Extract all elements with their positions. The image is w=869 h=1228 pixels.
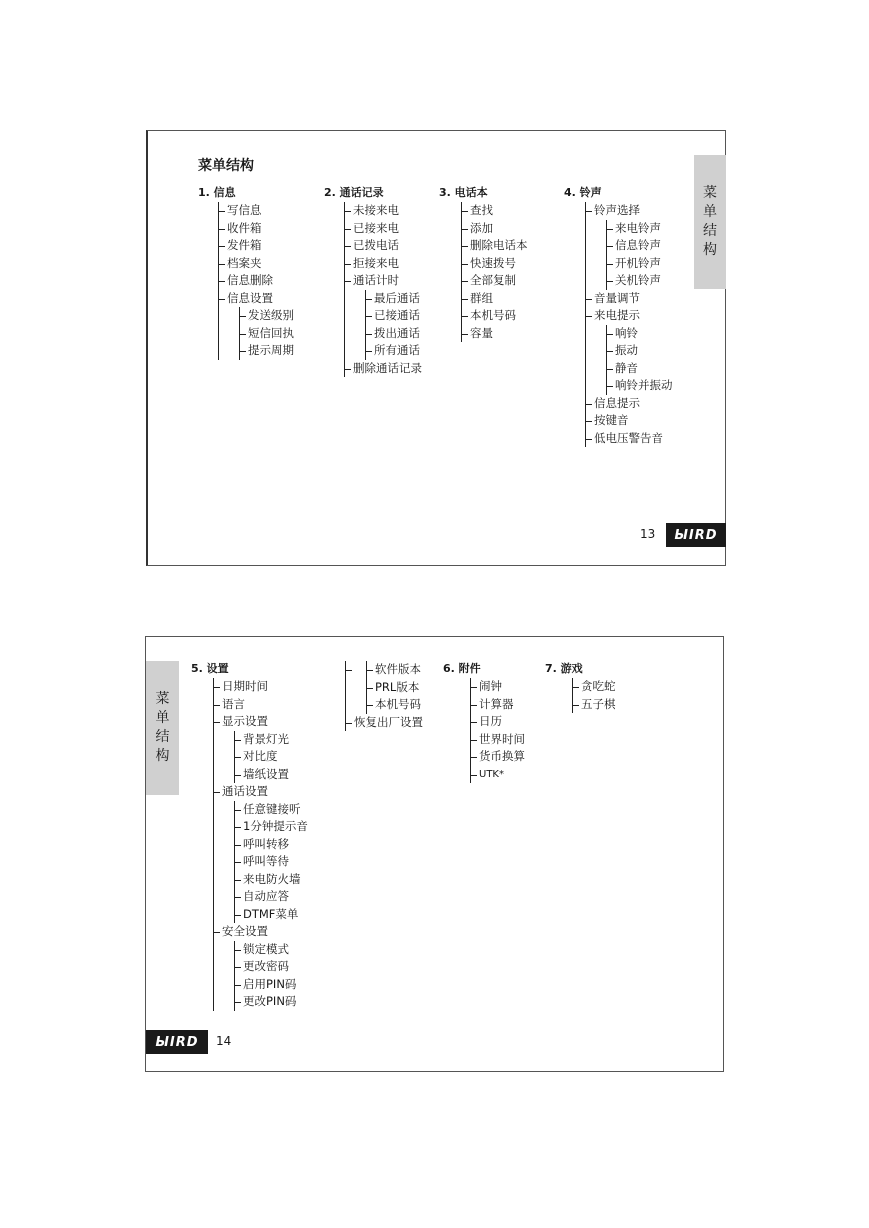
page-title: 菜单结构: [198, 158, 254, 174]
menu-column-settings: [191, 660, 308, 1011]
submenu-tree: [234, 941, 308, 1011]
menu-item: 收件箱: [219, 220, 294, 238]
menu-item: [586, 307, 673, 395]
submenu-item: 对比度: [235, 748, 308, 766]
submenu-item: 响铃并振动: [607, 377, 673, 395]
menu-tree: [470, 678, 525, 783]
menu-item-label: 通话设置: [222, 784, 268, 798]
tab-char: 结: [155, 729, 170, 745]
tab-char: 构: [155, 748, 170, 764]
submenu-item: 任意键接听: [235, 801, 308, 819]
menu-item: 添加: [462, 220, 528, 238]
menu-item: 货币换算: [471, 748, 525, 766]
menu-item: 日历: [471, 713, 525, 731]
menu-item: 本机号码: [462, 307, 528, 325]
menu-item: [345, 272, 422, 360]
menu-column-games: [545, 660, 616, 713]
tab-char: 构: [703, 242, 717, 258]
submenu-item: 软件版本: [367, 661, 423, 679]
side-tab: [146, 661, 179, 795]
column-heading: 1. 信息: [198, 186, 236, 199]
side-tab: [694, 155, 726, 289]
submenu-item: 来电防火墙: [235, 871, 308, 889]
menu-item-label: 铃声选择: [594, 203, 640, 217]
submenu-tree: [365, 290, 422, 360]
menu-column-messages: [198, 184, 294, 360]
submenu-item: 短信回执: [240, 325, 294, 343]
menu-item-label: 来电提示: [594, 308, 640, 322]
submenu-tree: [234, 731, 308, 784]
menu-item: 已接来电: [345, 220, 422, 238]
submenu-item: 本机号码: [367, 696, 423, 714]
submenu-item: 锁定模式: [235, 941, 308, 959]
menu-item: 按键音: [586, 412, 673, 430]
menu-column-ringtones: [564, 184, 673, 447]
menu-item: 计算器: [471, 696, 525, 714]
page-13: [146, 130, 726, 566]
column-heading: 5. 设置: [191, 662, 229, 675]
menu-item-label: 安全设置: [222, 924, 268, 938]
submenu-item: 更改密码: [235, 958, 308, 976]
tab-char: 菜: [703, 185, 717, 201]
tab-char: 结: [703, 223, 717, 239]
menu-item: 五子棋: [573, 696, 616, 714]
menu-item: 发件箱: [219, 237, 294, 255]
submenu-item: 关机铃声: [607, 272, 673, 290]
submenu-tree: [239, 307, 294, 360]
menu-column-call-log: [324, 184, 422, 377]
submenu-item: 1分钟提示音: [235, 818, 308, 836]
submenu-tree: [606, 220, 673, 290]
menu-item: 恢复出厂设置: [346, 714, 423, 732]
submenu-tree: [234, 801, 308, 924]
tab-char: 单: [703, 204, 717, 220]
submenu-tree: [366, 661, 423, 714]
column-heading: 6. 附件: [443, 662, 481, 675]
bird-logo: ЫIRD: [146, 1030, 208, 1054]
submenu-item: 提示周期: [240, 342, 294, 360]
column-heading: 7. 游戏: [545, 662, 583, 675]
submenu-item: 墙纸设置: [235, 766, 308, 784]
menu-tree: [344, 202, 422, 377]
menu-item: [586, 202, 673, 290]
menu-item: UTK*: [471, 766, 525, 784]
menu-item: [214, 713, 308, 783]
submenu-item: 振动: [607, 342, 673, 360]
submenu-item: 开机铃声: [607, 255, 673, 273]
column-heading: 4. 铃声: [564, 186, 602, 199]
submenu-item: 来电铃声: [607, 220, 673, 238]
submenu-item: 背景灯光: [235, 731, 308, 749]
submenu-item: 呼叫转移: [235, 836, 308, 854]
menu-item: [214, 783, 308, 923]
submenu-item: 最后通话: [366, 290, 422, 308]
menu-item: 删除电话本: [462, 237, 528, 255]
menu-item: 删除通话记录: [345, 360, 422, 378]
menu-item: 低电压警告音: [586, 430, 673, 448]
submenu-item: 所有通话: [366, 342, 422, 360]
menu-item: 全部复制: [462, 272, 528, 290]
submenu-item: 响铃: [607, 325, 673, 343]
menu-column-settings-continued: [345, 661, 423, 731]
menu-item: [219, 290, 294, 360]
column-heading: 3. 电话本: [439, 186, 488, 199]
submenu-item: 拨出通话: [366, 325, 422, 343]
menu-item: 档案夹: [219, 255, 294, 273]
menu-tree: [461, 202, 528, 342]
menu-item: 语言: [214, 696, 308, 714]
menu-item: 信息提示: [586, 395, 673, 413]
menu-item: 查找: [462, 202, 528, 220]
menu-item: [346, 661, 423, 714]
submenu-item: 呼叫等待: [235, 853, 308, 871]
menu-item: 信息删除: [219, 272, 294, 290]
menu-item: [214, 923, 308, 1011]
menu-item: 日期时间: [214, 678, 308, 696]
menu-item-label: 通话计时: [353, 273, 399, 287]
menu-item: 闹钟: [471, 678, 525, 696]
menu-item-label: 显示设置: [222, 714, 268, 728]
menu-item: 写信息: [219, 202, 294, 220]
submenu-item: 更改PIN码: [235, 993, 308, 1011]
menu-item: 音量调节: [586, 290, 673, 308]
menu-item-label: 信息设置: [227, 290, 273, 305]
submenu-tree: [606, 325, 673, 395]
tab-char: 菜: [155, 691, 170, 707]
submenu-item: 静音: [607, 360, 673, 378]
page-number: 13: [640, 527, 656, 541]
menu-item: 未接来电: [345, 202, 422, 220]
submenu-item: PRL版本: [367, 679, 423, 697]
menu-tree: [218, 202, 294, 360]
menu-tree: [585, 202, 673, 447]
submenu-item: 发送级别: [240, 307, 294, 325]
menu-item: 拒接来电: [345, 255, 422, 273]
column-heading: 2. 通话记录: [324, 186, 384, 199]
bird-logo: ЫIRD: [666, 523, 726, 547]
submenu-item: 已接通话: [366, 307, 422, 325]
menu-item: 容量: [462, 325, 528, 343]
submenu-item: 自动应答: [235, 888, 308, 906]
menu-item: 世界时间: [471, 731, 525, 749]
menu-tree: [213, 678, 308, 1011]
page-number: 14: [216, 1034, 232, 1048]
submenu-item: 启用PIN码: [235, 976, 308, 994]
menu-tree: [345, 661, 423, 731]
menu-item: 已拨电话: [345, 237, 422, 255]
submenu-item: 信息铃声: [607, 237, 673, 255]
page-14: [145, 636, 724, 1072]
menu-tree: [572, 678, 616, 713]
tab-char: 单: [155, 710, 170, 726]
menu-item: 贪吃蛇: [573, 678, 616, 696]
submenu-item: DTMF菜单: [235, 906, 308, 924]
menu-item: 快速拨号: [462, 255, 528, 273]
menu-item: 群组: [462, 290, 528, 308]
menu-column-phonebook: [439, 184, 528, 342]
menu-column-accessories: [443, 660, 525, 783]
